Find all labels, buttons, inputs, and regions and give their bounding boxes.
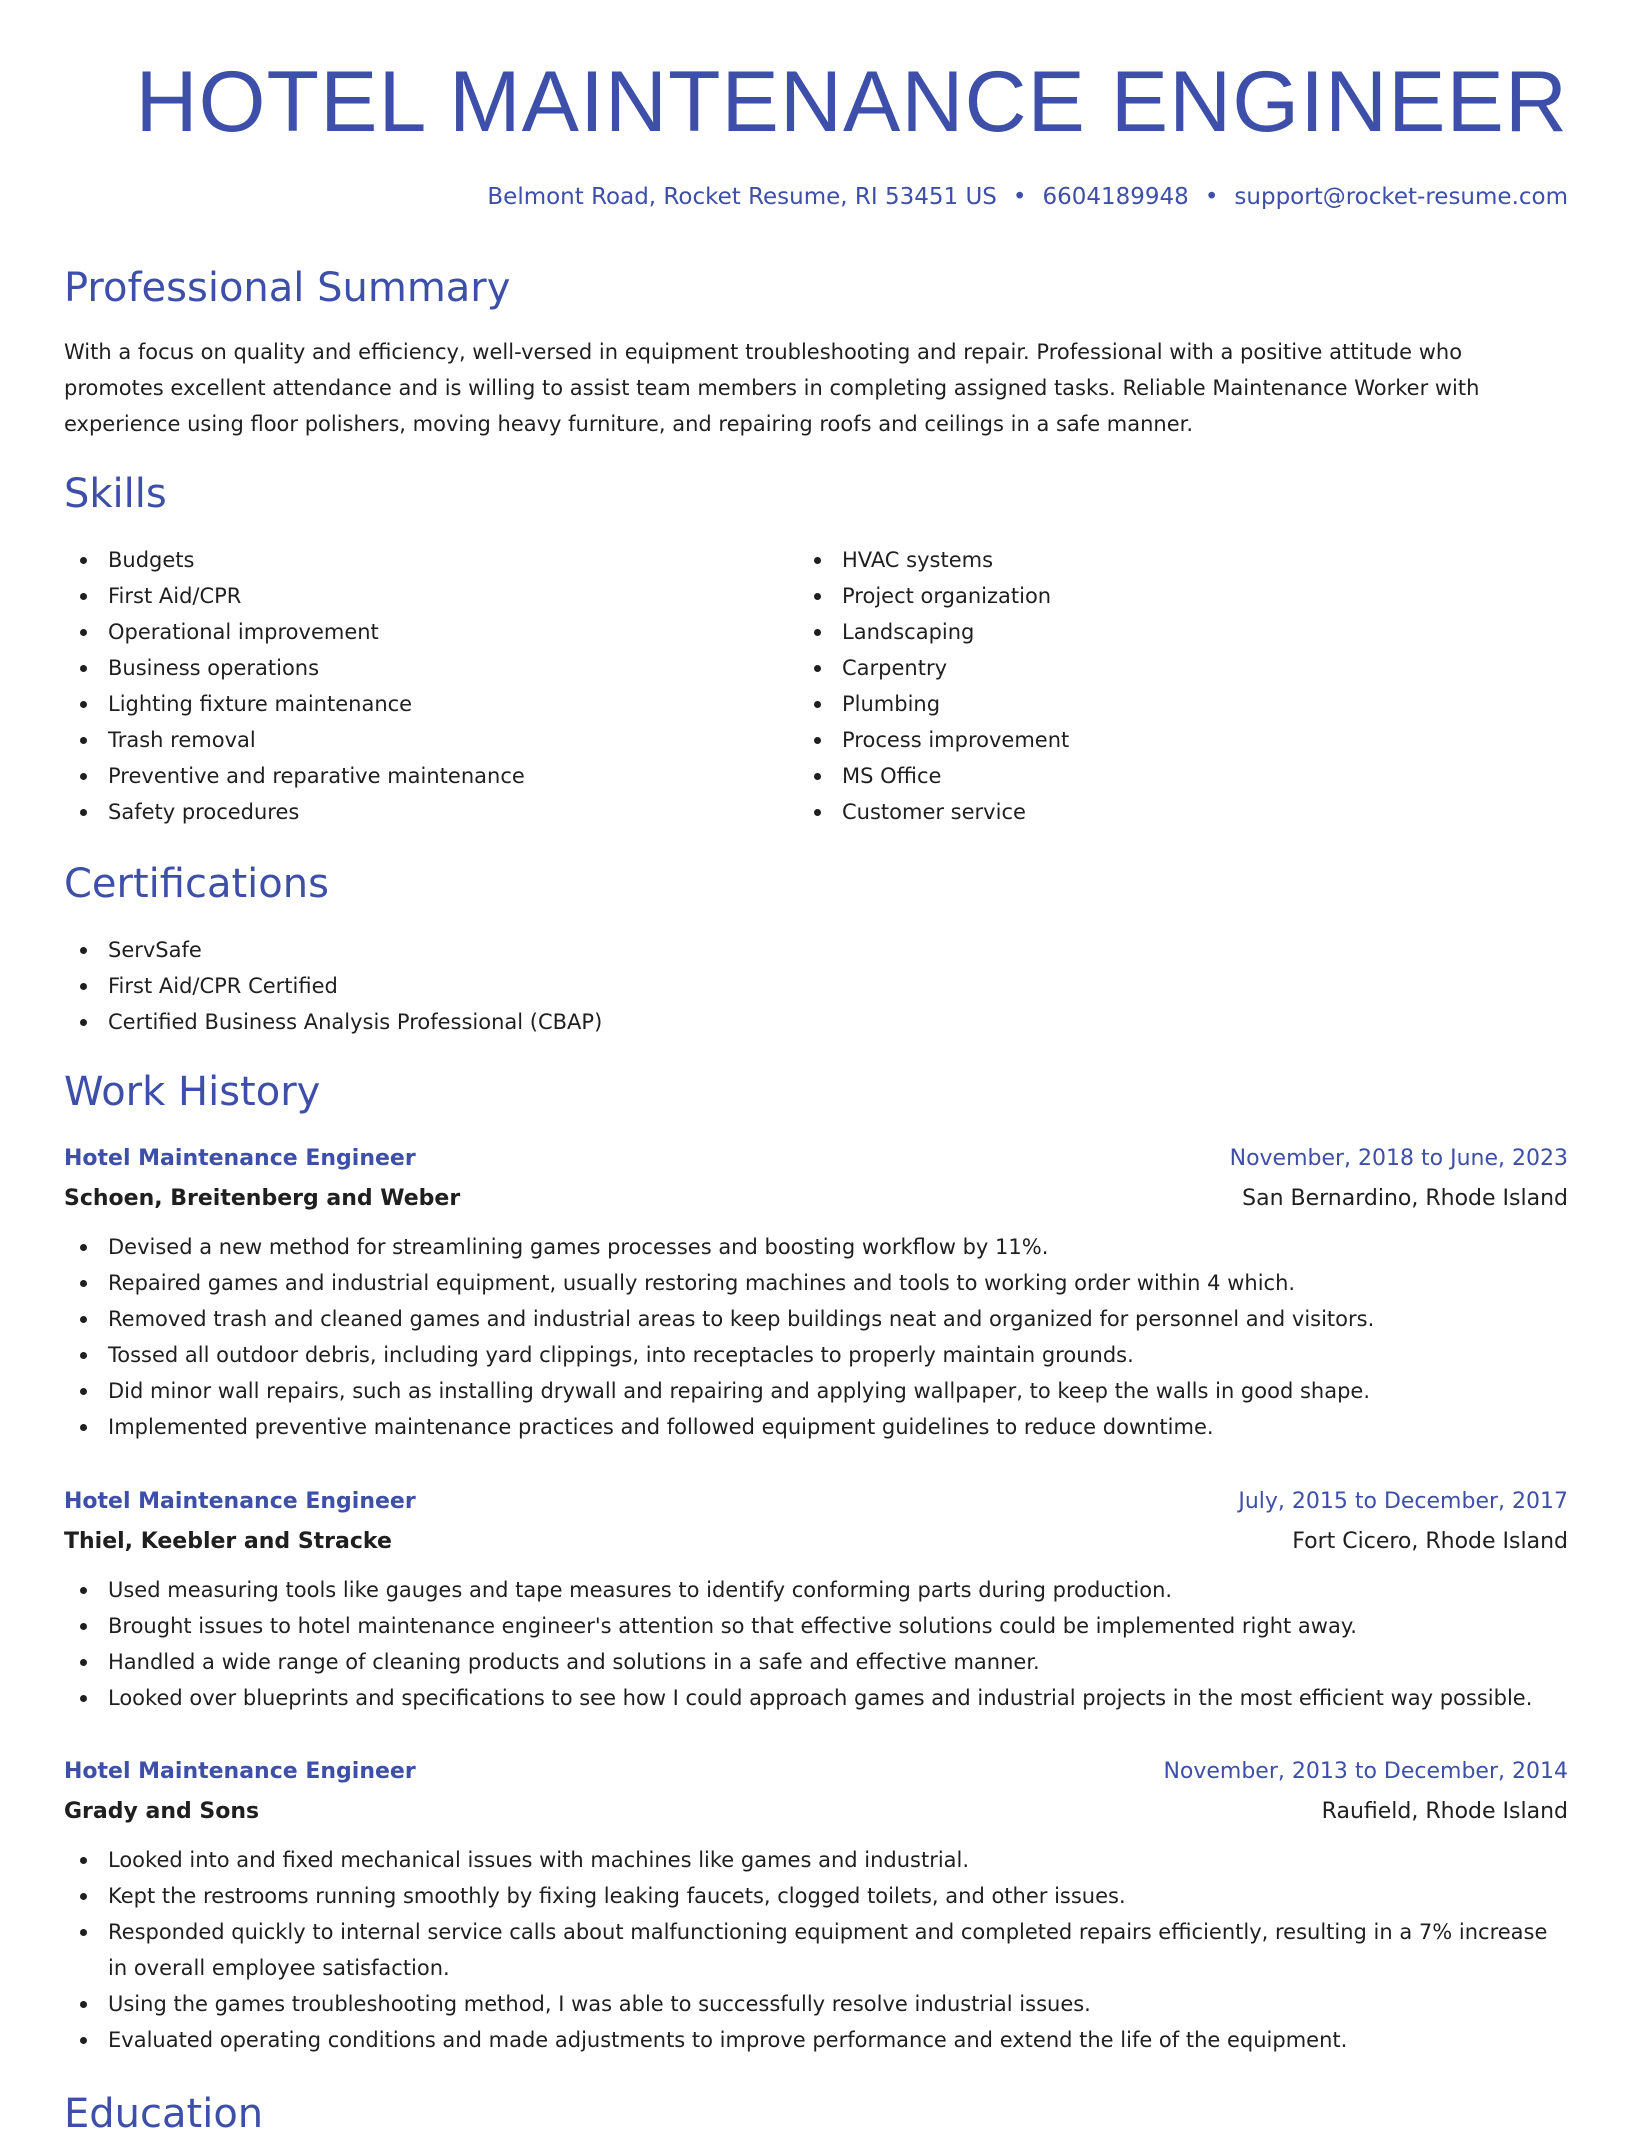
- job-bullet: Removed trash and cleaned games and industrial areas to keep buildings neat and organized for personnel and visitors.: [64, 1301, 1568, 1337]
- phone: 6604189948: [1042, 184, 1189, 210]
- job-bullet: Did minor wall repairs, such as installing drywall and repairing and applying wallpaper, to keep the walls in good shape.: [64, 1373, 1568, 1409]
- job-bullets: [64, 1572, 1568, 1716]
- job-company-row: [64, 1792, 1568, 1832]
- skill-item: Lighting fixture maintenance: [64, 686, 525, 722]
- job-bullets: [64, 1229, 1568, 1445]
- separator-dot: •: [1012, 184, 1027, 210]
- job-title: Hotel Maintenance Engineer: [64, 1489, 416, 1514]
- job-location: Raufield, Rhode Island: [1321, 1799, 1568, 1824]
- section-title-work-history: Work History: [64, 1069, 321, 1115]
- job-bullet: Used measuring tools like gauges and tape measures to identify conforming parts during production.: [64, 1572, 1568, 1608]
- contact-line: [487, 180, 1568, 214]
- skill-item: Operational improvement: [64, 614, 525, 650]
- job-bullet: Implemented preventive maintenance practices and followed equipment guidelines to reduce downtime.: [64, 1409, 1568, 1445]
- job-company-row: [64, 1522, 1568, 1562]
- job-entry: [64, 1139, 1568, 1445]
- job-bullet: Looked into and fixed mechanical issues with machines like games and industrial.: [64, 1842, 1568, 1878]
- summary-text: With a focus on quality and efficiency, well-versed in equipment troubleshooting and repair. Professional with a positive attitude who promotes excellent attendance and is willing to assist team members in completing assigned tasks. Reliable Maintenance Worker with experience using floor polishers, moving heavy furniture, and repairing roofs and ceilings in a safe manner.: [64, 340, 1480, 436]
- job-bullet: Brought issues to hotel maintenance engineer's attention so that effective solutions could be implemented right away.: [64, 1608, 1568, 1644]
- job-bullet: Kept the restrooms running smoothly by fixing leaking faucets, clogged toilets, and other issues.: [64, 1878, 1568, 1914]
- skills-list-right: [798, 542, 1069, 830]
- skills-list-left: [64, 542, 525, 830]
- email: support@rocket-resume.com: [1234, 184, 1568, 210]
- job-dates: November, 2018 to June, 2023: [1229, 1146, 1568, 1171]
- skill-item: Plumbing: [798, 686, 1069, 722]
- certification-item: First Aid/CPR Certified: [64, 968, 602, 1004]
- skill-item: Landscaping: [798, 614, 1069, 650]
- job-bullet: Devised a new method for streamlining games processes and boosting workflow by 11%.: [64, 1229, 1568, 1265]
- section-title-certifications: Certifications: [64, 861, 329, 907]
- job-header-row: [64, 1752, 1568, 1792]
- skill-item: Trash removal: [64, 722, 525, 758]
- skill-item: Customer service: [798, 794, 1069, 830]
- skill-item: Carpentry: [798, 650, 1069, 686]
- section-title-summary: Professional Summary: [64, 265, 511, 311]
- certification-item: ServSafe: [64, 932, 602, 968]
- job-bullet: Using the games troubleshooting method, I was able to successfully resolve industrial issues.: [64, 1986, 1568, 2022]
- skill-item: Budgets: [64, 542, 525, 578]
- skill-item: First Aid/CPR: [64, 578, 525, 614]
- job-location: San Bernardino, Rhode Island: [1242, 1186, 1568, 1211]
- job-bullet: Handled a wide range of cleaning products and solutions in a safe and effective manner.: [64, 1644, 1568, 1680]
- job-dates: November, 2013 to December, 2014: [1163, 1759, 1568, 1784]
- job-bullet: Responded quickly to internal service calls about malfunctioning equipment and completed repairs efficiently, resulting in a 7% increase in overall employee satisfaction.: [64, 1914, 1568, 1986]
- job-entry: [64, 1482, 1568, 1716]
- skill-item: Preventive and reparative maintenance: [64, 758, 525, 794]
- section-title-education: Education: [64, 2091, 264, 2137]
- skill-item: Safety procedures: [64, 794, 525, 830]
- job-company: Schoen, Breitenberg and Weber: [64, 1186, 461, 1211]
- skill-item: MS Office: [798, 758, 1069, 794]
- job-dates: July, 2015 to December, 2017: [1238, 1489, 1568, 1514]
- job-bullet: Looked over blueprints and specifications to see how I could approach games and industrial projects in the most efficient way possible.: [64, 1680, 1568, 1716]
- separator-dot: •: [1204, 184, 1219, 210]
- job-entry: [64, 1752, 1568, 2058]
- skill-item: Business operations: [64, 650, 525, 686]
- job-header-row: [64, 1139, 1568, 1179]
- skill-item: Project organization: [798, 578, 1069, 614]
- job-title: Hotel Maintenance Engineer: [64, 1759, 416, 1784]
- job-location: Fort Cicero, Rhode Island: [1292, 1529, 1568, 1554]
- job-header-row: [64, 1482, 1568, 1522]
- job-company: Thiel, Keebler and Stracke: [64, 1529, 392, 1554]
- resume-title: HOTEL MAINTENANCE ENGINEER: [135, 54, 1568, 150]
- job-company: Grady and Sons: [64, 1799, 260, 1824]
- job-title: Hotel Maintenance Engineer: [64, 1146, 416, 1171]
- certifications-list: [64, 932, 602, 1040]
- job-bullets: [64, 1842, 1568, 2058]
- certification-item: Certified Business Analysis Professional (CBAP): [64, 1004, 602, 1040]
- job-bullet: Tossed all outdoor debris, including yard clippings, into receptacles to properly maintain grounds.: [64, 1337, 1568, 1373]
- skill-item: HVAC systems: [798, 542, 1069, 578]
- job-bullet: Repaired games and industrial equipment, usually restoring machines and tools to working order within 4 which.: [64, 1265, 1568, 1301]
- skill-item: Process improvement: [798, 722, 1069, 758]
- job-company-row: [64, 1179, 1568, 1219]
- address: Belmont Road, Rocket Resume, RI 53451 US: [487, 184, 997, 210]
- section-title-skills: Skills: [64, 471, 167, 517]
- job-bullet: Evaluated operating conditions and made adjustments to improve performance and extend the life of the equipment.: [64, 2022, 1568, 2058]
